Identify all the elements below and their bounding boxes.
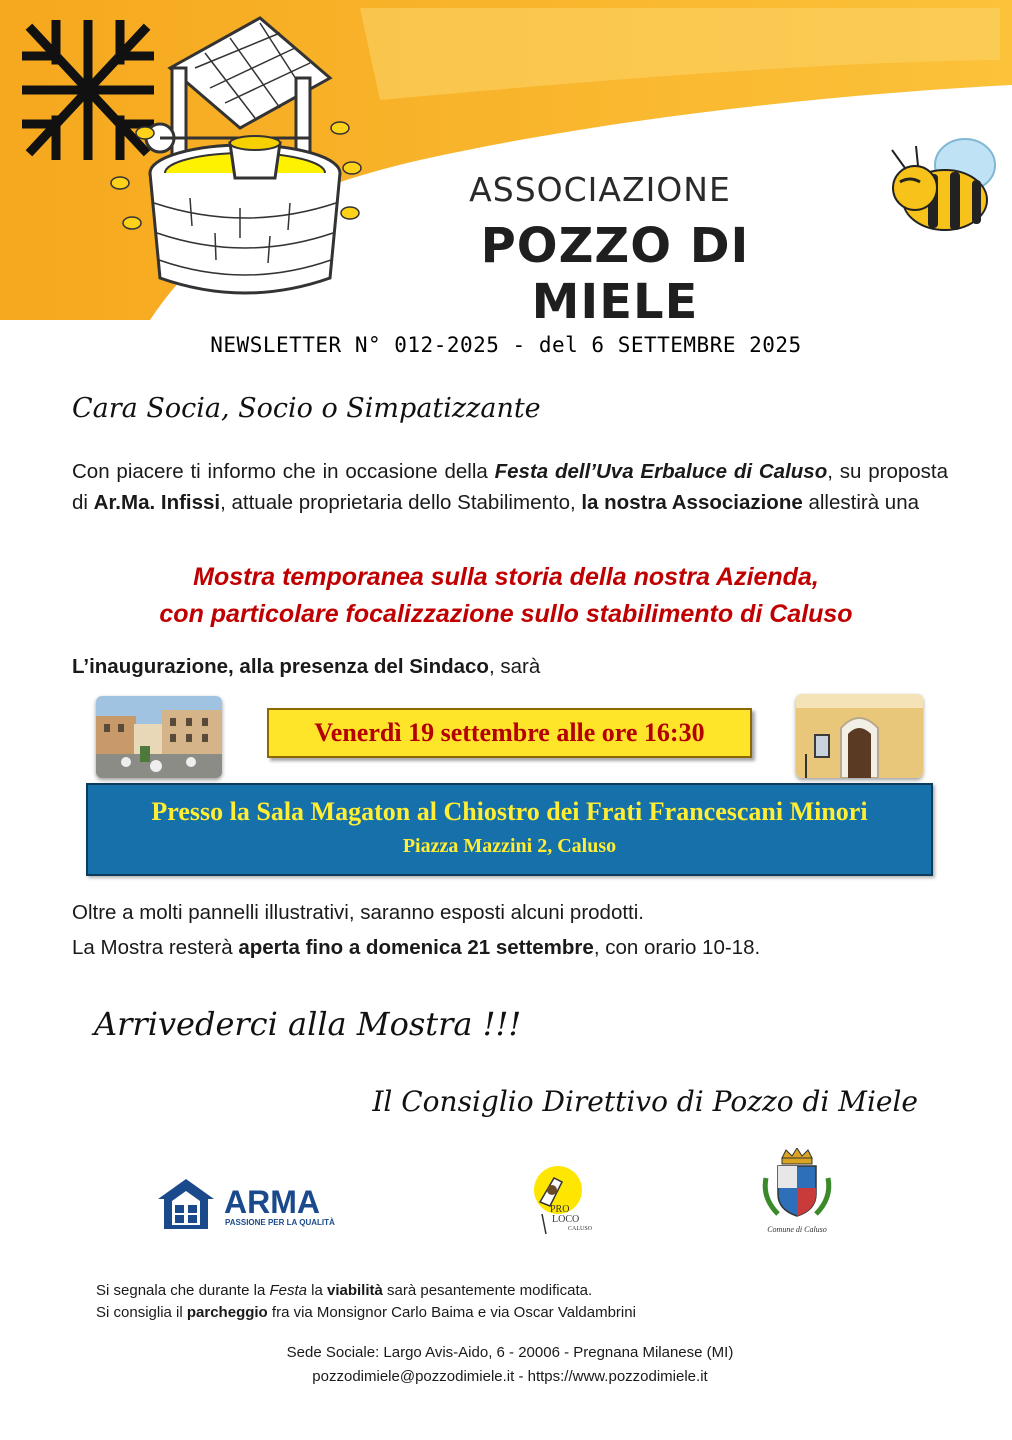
- association-name: POZZO DI MIELE: [480, 218, 750, 330]
- intro-text-4: allestirà una: [802, 491, 919, 514]
- inauguration-line: [72, 651, 948, 682]
- note-1-text-1: Si segnala che durante la: [96, 1282, 270, 1299]
- greeting: Cara Socia, Socio o Simpatizzante: [72, 393, 541, 424]
- proloco-logo-loco: LOCO: [552, 1214, 580, 1225]
- footer-address: Sede Sociale: Largo Avis-Aido, 6 - 20006 - Pregnana Milanese (MI): [286, 1344, 734, 1361]
- association-label: ASSOCIAZIONE: [469, 170, 731, 209]
- festa-name: Festa dell’Uva Erbaluce di Caluso: [494, 460, 828, 483]
- panels-line: Oltre a molti pannelli illustrativi, saranno esposti alcuni prodotti.: [72, 901, 644, 924]
- inauguration-rest: , sarà: [488, 655, 541, 678]
- arma-logo: [158, 1175, 358, 1231]
- arma-logo-tagline: PASSIONE PER LA QUALITÀ: [225, 1218, 335, 1227]
- note-1-text-3: sarà pesantemente modificata.: [382, 1282, 593, 1299]
- arma-name: Ar.Ma. Infissi: [93, 491, 221, 514]
- piazza-photo: [96, 696, 222, 778]
- opening-bold: aperta fino a domenica 21 settembre: [238, 936, 594, 959]
- opening-hours-line: [72, 932, 948, 963]
- newsletter-title: NEWSLETTER N° 012-2025 - del 6 SETTEMBRE 2025: [210, 333, 802, 357]
- inauguration-bold: L’inaugurazione, alla presenza del Sindaco: [72, 655, 489, 678]
- venue-address: Piazza Mazzini 2, Caluso: [402, 835, 617, 857]
- event-date-box: Venerdì 19 settembre alle ore 16:30: [267, 708, 752, 758]
- intro-text-2: , su proposta di: [72, 460, 948, 514]
- well-illustration-icon: [110, 8, 370, 308]
- proloco-logo: [528, 1164, 592, 1236]
- exhibition-title-line-1: Mostra temporanea sulla storia della nostra Azienda,: [193, 563, 819, 591]
- proloco-logo-pro: PRO: [550, 1204, 570, 1215]
- exhibition-title-line-2: con particolare focalizzazione sullo stabilimento di Caluso: [159, 600, 853, 628]
- intro-text-3: , attuale proprietaria dello Stabilimento,: [220, 491, 582, 514]
- intro-text-1: Con piacere ti informo che in occasione della: [72, 460, 495, 483]
- cloister-photo: [796, 694, 923, 778]
- note-1-bold: viabilità: [326, 1282, 383, 1299]
- note-1-text-2: la: [306, 1282, 327, 1299]
- footer-contacts: pozzodimiele@pozzodimiele.it - https://www.pozzodimiele.it: [312, 1368, 708, 1385]
- note-2-text-2: fra via Monsignor Carlo Baima e via Oscar Valdambrini: [267, 1304, 636, 1321]
- opening-text-1: La Mostra resterà: [72, 936, 239, 959]
- proloco-logo-place: CALUSO: [568, 1226, 592, 1232]
- intro-paragraph: [72, 456, 948, 518]
- note-1-festa: Festa: [269, 1282, 307, 1299]
- nostra-associazione: la nostra Associazione: [581, 491, 803, 514]
- parking-note: [96, 1304, 636, 1321]
- note-2-bold: parcheggio: [186, 1304, 268, 1321]
- signature: Il Consiglio Direttivo di Pozzo di Miele: [372, 1085, 918, 1118]
- bee-icon: [880, 130, 1000, 240]
- venue-name: Presso la Sala Magaton al Chiostro dei Frati Francescani Minori: [151, 797, 868, 826]
- arma-logo-name: ARMA: [224, 1184, 320, 1220]
- comune-coat-of-arms: [758, 1148, 836, 1238]
- comune-logo-label: Comune di Caluso: [767, 1225, 827, 1234]
- goodbye-message: Arrivederci alla Mostra !!!: [94, 1005, 522, 1043]
- traffic-note: [96, 1282, 592, 1299]
- note-2-text-1: Si consiglia il: [96, 1304, 187, 1321]
- opening-text-2: , con orario 10-18.: [593, 936, 761, 959]
- venue-box: [86, 783, 933, 876]
